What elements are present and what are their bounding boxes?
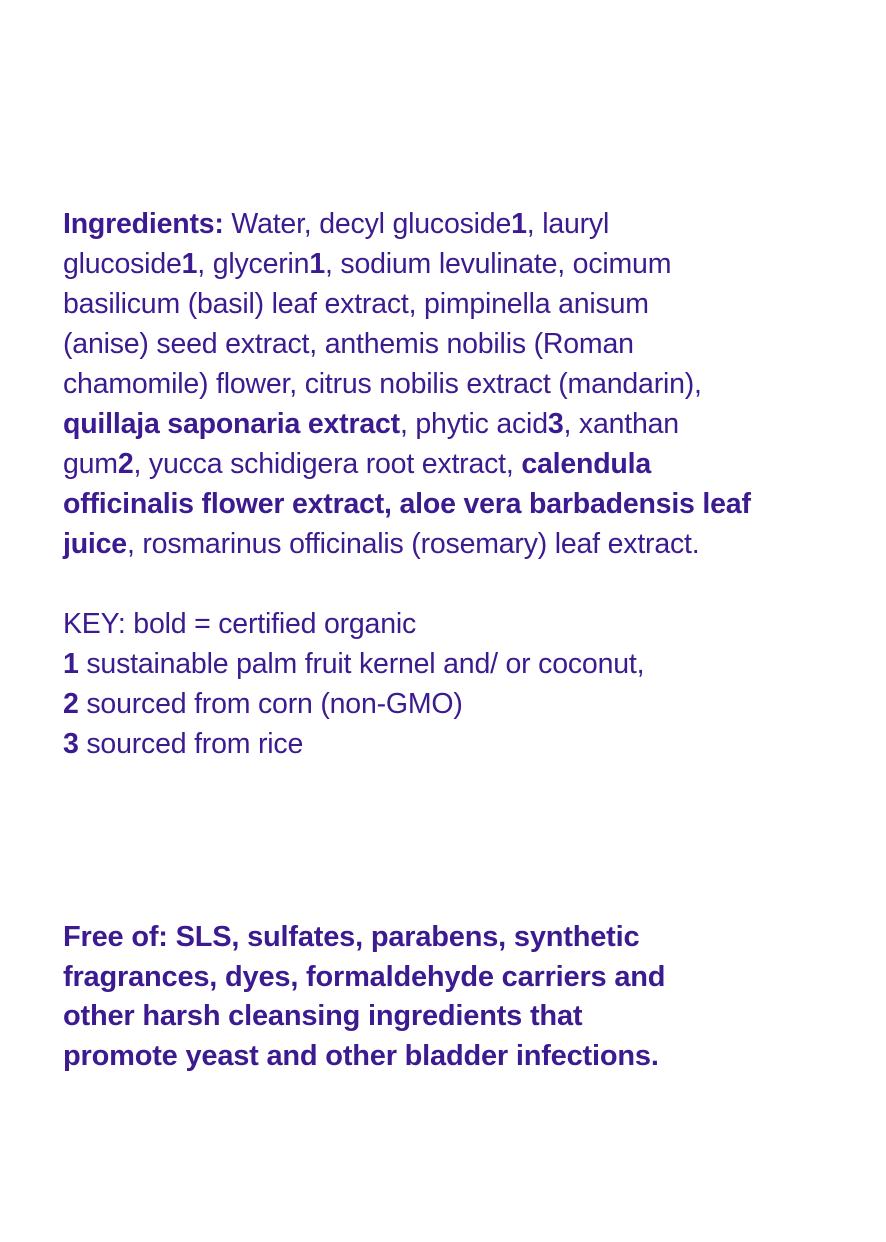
footnote-marker: 1 bbox=[63, 648, 79, 680]
free-of-line: other harsh cleansing ingredients that bbox=[63, 1000, 583, 1032]
organic-ingredient: quillaja saponaria extract bbox=[63, 408, 400, 440]
ingredient-text: (anise) seed extract, anthemis nobilis (Roman bbox=[63, 328, 634, 360]
ingredients-line bbox=[63, 444, 853, 484]
footnote-marker: 3 bbox=[63, 728, 79, 760]
ingredients-line bbox=[63, 484, 853, 524]
free-of-statement bbox=[63, 918, 853, 1076]
key-note-text: sustainable palm fruit kernel and/ or coconut, bbox=[78, 648, 645, 680]
ingredient-text: Water, decyl glucoside bbox=[223, 208, 512, 240]
key-note bbox=[63, 644, 853, 684]
ingredients-line bbox=[63, 284, 853, 324]
key-note bbox=[63, 684, 853, 724]
ingredient-text: gum bbox=[63, 448, 118, 480]
ingredient-text: , yucca schidigera root extract, bbox=[133, 448, 522, 480]
ingredient-text: , sodium levulinate, ocimum bbox=[324, 248, 672, 280]
ingredient-text: chamomile) flower, citrus nobilis extract (mandarin), bbox=[63, 368, 702, 400]
ingredients-line bbox=[63, 244, 853, 284]
key-legend bbox=[63, 604, 853, 764]
ingredients-line bbox=[63, 404, 853, 444]
footnote-marker: 2 bbox=[63, 688, 79, 720]
ingredient-text: , phytic acid bbox=[399, 408, 548, 440]
ingredient-text: , xanthan bbox=[563, 408, 679, 440]
footnote-marker: 1 bbox=[309, 248, 325, 280]
ingredients-line bbox=[63, 524, 853, 564]
key-note bbox=[63, 724, 853, 764]
key-title bbox=[63, 604, 853, 644]
organic-ingredient: officinalis flower extract, aloe vera barbadensis leaf bbox=[63, 488, 751, 520]
ingredients-line bbox=[63, 364, 853, 404]
footnote-marker: 2 bbox=[117, 448, 134, 480]
ingredient-text: , glycerin bbox=[197, 248, 310, 280]
ingredients-line bbox=[63, 204, 853, 244]
ingredient-text: basilicum (basil) leaf extract, pimpinella anisum bbox=[63, 288, 649, 320]
free-of-line: fragrances, dyes, formaldehyde carriers and bbox=[63, 960, 666, 993]
footnote-marker: 1 bbox=[511, 208, 527, 240]
free-of-line: promote yeast and other bladder infections. bbox=[63, 1039, 659, 1072]
ingredients-heading: Ingredients: bbox=[63, 208, 224, 240]
free-of-line: Free of: SLS, sulfates, parabens, synthetic bbox=[63, 921, 640, 953]
footnote-marker: 1 bbox=[181, 248, 198, 280]
key-note-text: sourced from rice bbox=[78, 728, 304, 760]
ingredient-text: glucoside bbox=[63, 248, 182, 280]
organic-ingredient: calendula bbox=[521, 448, 651, 480]
organic-ingredient: juice bbox=[63, 528, 127, 560]
key-note-text: sourced from corn (non-GMO) bbox=[78, 688, 463, 720]
key-title-text: KEY: bold = certified organic bbox=[63, 608, 417, 640]
ingredient-text: , lauryl bbox=[526, 208, 610, 240]
footnote-marker: 3 bbox=[547, 408, 564, 440]
ingredient-text: , rosmarinus officinalis (rosemary) leaf extract. bbox=[126, 528, 700, 560]
ingredients-line bbox=[63, 324, 853, 364]
ingredients-list bbox=[63, 204, 853, 564]
